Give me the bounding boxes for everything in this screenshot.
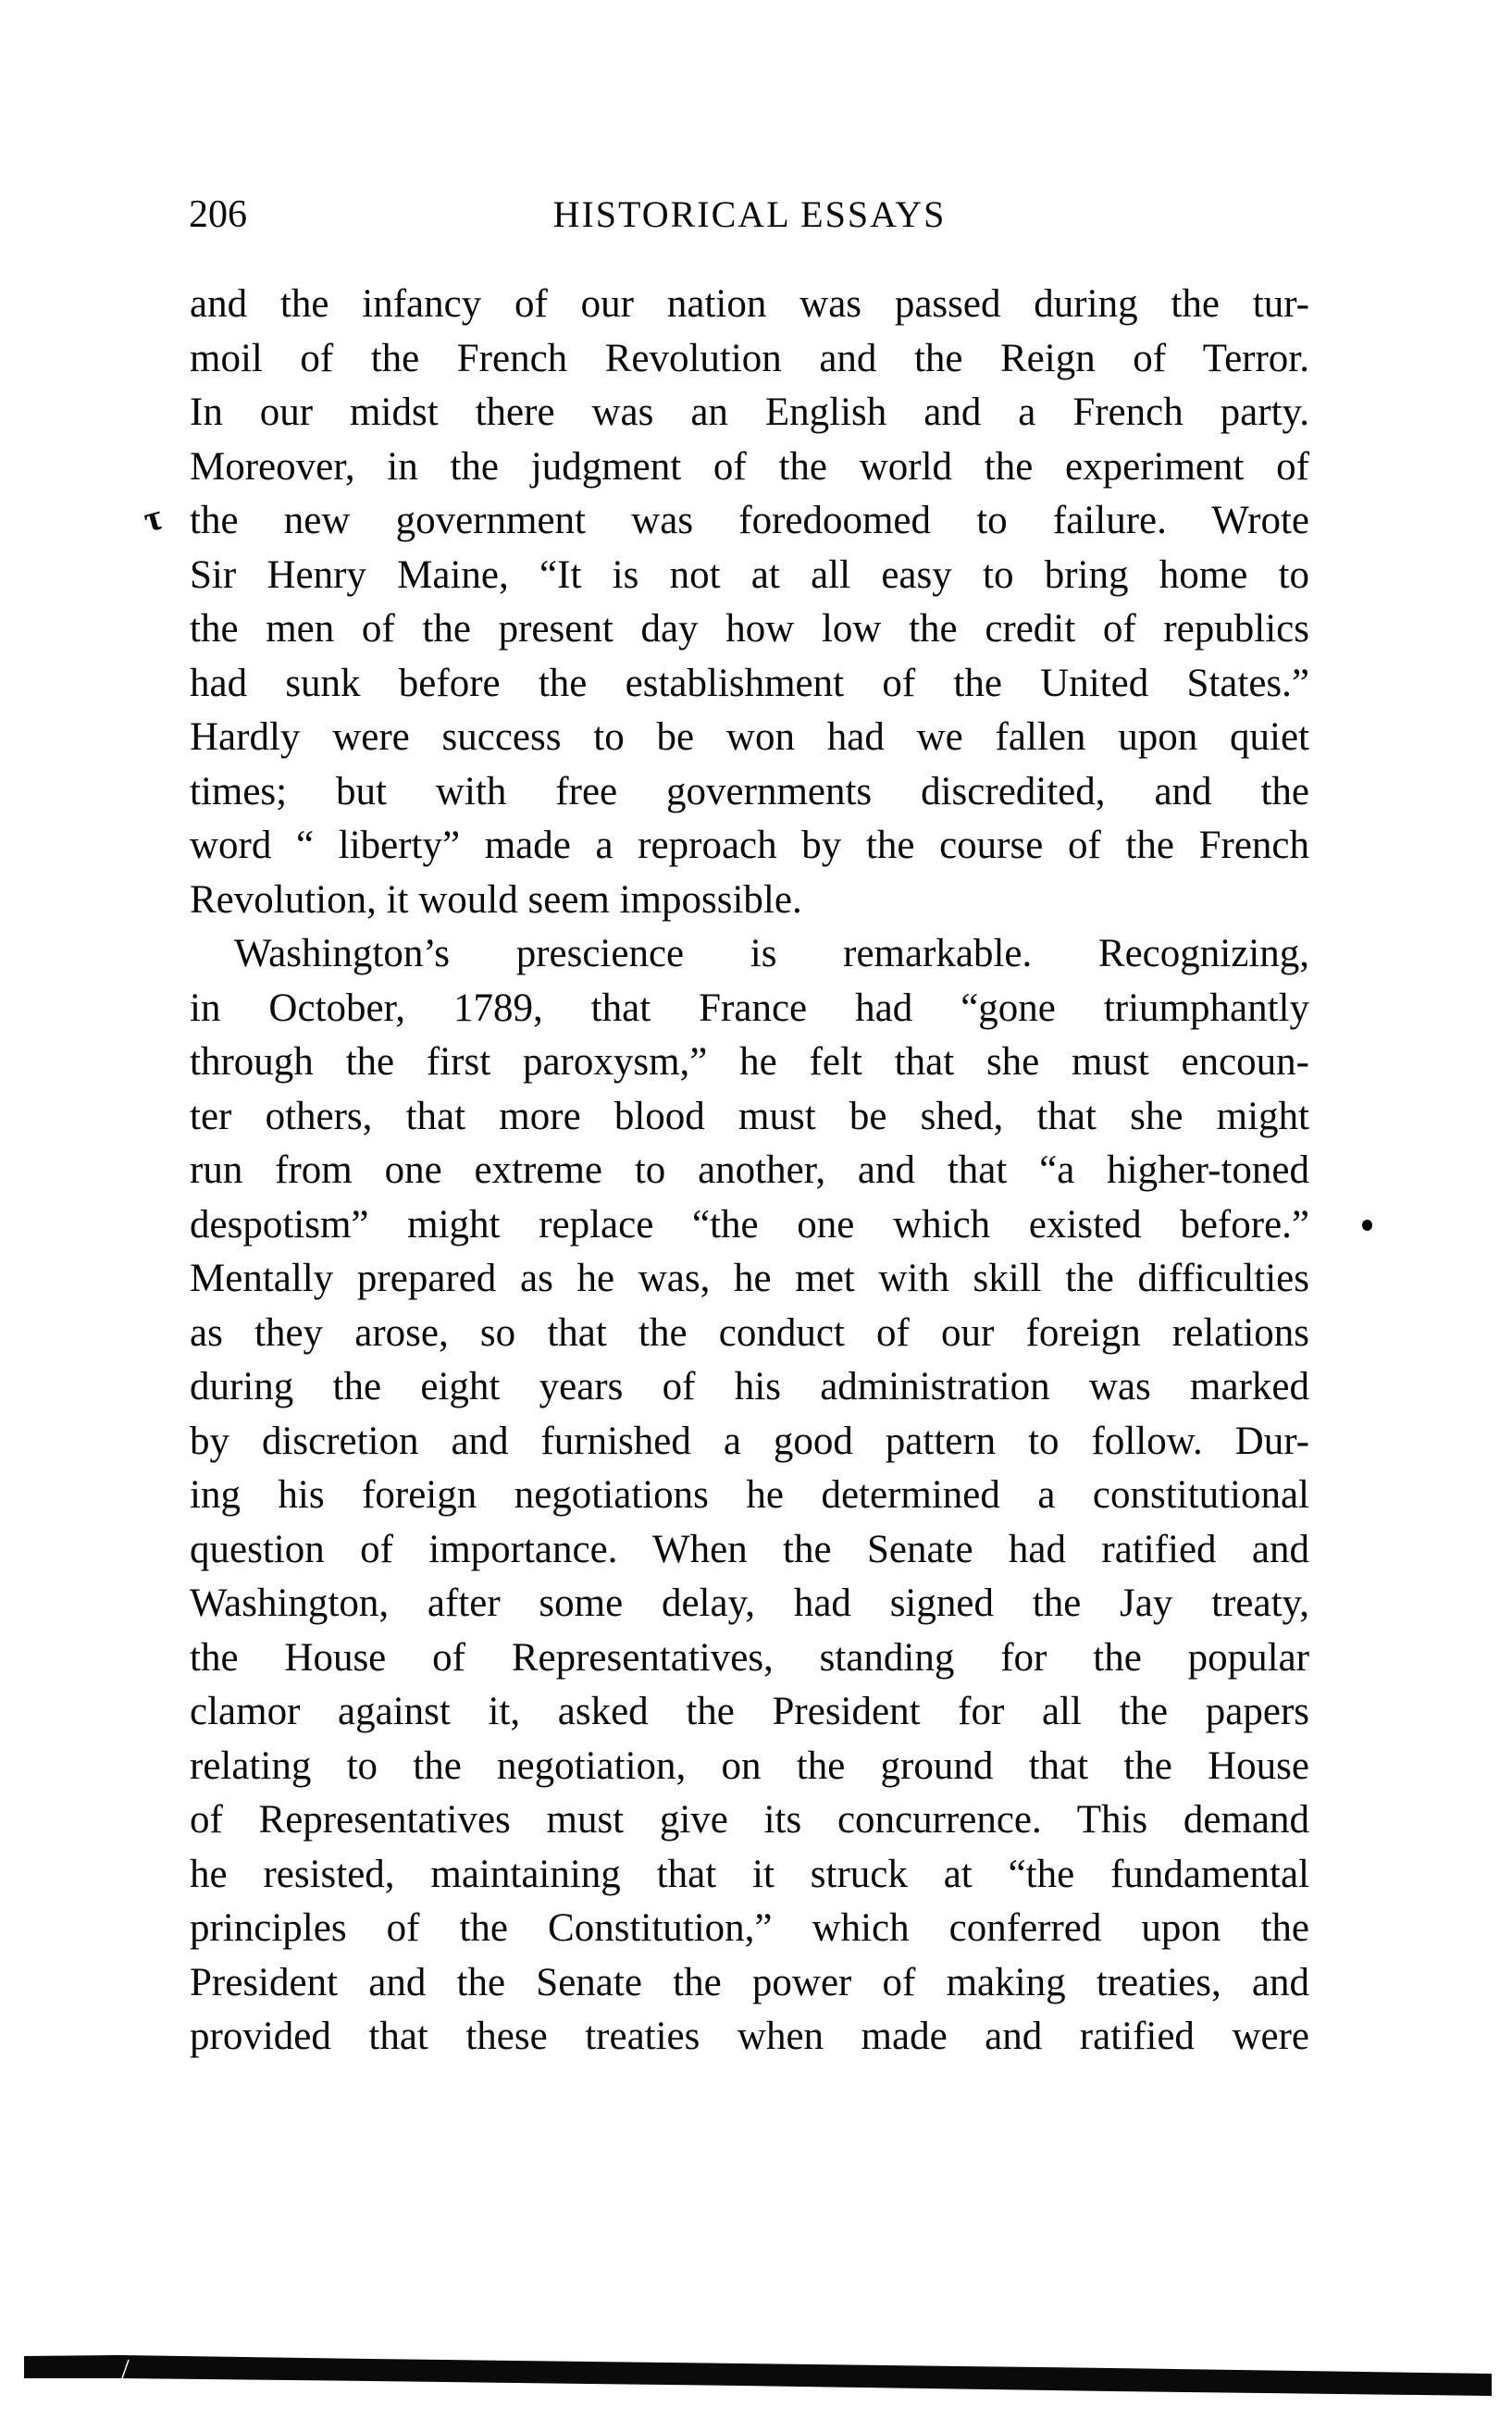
text-line: despotism” might replace “the one which existed before.” [190,1202,1309,1247]
text-line: of Representatives must give its concurrence. This demand [190,1798,1309,1842]
text-line: Mentally prepared as he was, he met with skill the difficulties [190,1257,1309,1300]
page-number: 206 [189,193,247,236]
margin-annotation-mark-icon: τ [139,495,167,540]
text-line: as they arose, so that the conduct of our foreign relations [190,1310,1309,1355]
text-line: relating to the negotiation, on the ground that the House [190,1743,1309,1788]
text-line: had sunk before the establishment of the United States.” [190,661,1309,705]
body-text [190,278,1309,2065]
text-line: the men of the present day how low the credit of republics [190,607,1309,651]
margin-dot-icon [1362,1220,1372,1231]
running-head-title: HISTORICAL ESSAYS [552,193,947,235]
text-line: word “ liberty” made a reproach by the course of the French [190,824,1309,867]
text-line: question of importance. When the Senate had ratified and [190,1527,1309,1571]
text-line: through the first paroxysm,” he felt that she must encoun- [190,1040,1309,1084]
text-line: ing his foreign negotiations he determined a constitutional [190,1473,1309,1517]
text-line: Sir Henry Maine, “It is not at all easy to bring home to [190,552,1309,597]
text-line: times; but with free governments discredited, and the [190,769,1309,813]
text-line: ter others, that more blood must be shed, that she might [190,1094,1309,1138]
text-line: provided that these treaties when made and ratified were [190,2015,1309,2058]
text-line: and the infancy of our nation was passed during the tur- [190,282,1309,326]
text-line: the House of Representatives, standing for the popular [190,1635,1309,1680]
text-line: run from one extreme to another, and that “a higher-toned [190,1148,1309,1192]
scan-edge-bar [0,2341,1512,2406]
paragraph-end-line: Revolution, it would seem impossible. [190,877,802,922]
text-line: clamor against it, asked the President for all the papers [190,1690,1309,1733]
text-line: he resisted, maintaining that it struck at “the fundamental [190,1852,1309,1896]
text-line: moil of the French Revolution and the Reign of Terror. [190,336,1309,380]
text-line: Washington, after some delay, had signed the Jay treaty, [190,1582,1309,1625]
text-line: President and the Senate the power of making treaties, and [190,1960,1309,2004]
paragraph-start-line: Washington’s prescience is remarkable. Recognizing, [234,932,1309,975]
text-line: In our midst there was an English and a French party. [190,391,1309,434]
text-line: Moreover, in the judgment of the world the experiment of [190,444,1309,489]
text-line: the new government was foredoomed to failure. Wrote [190,499,1309,542]
text-line: Hardly were success to be won had we fallen upon quiet [190,715,1309,759]
text-line: principles of the Constitution,” which conferred upon the [190,1906,1309,1950]
text-line: during the eight years of his administration was marked [190,1365,1309,1408]
text-line: in October, 1789, that France had “gone triumphantly [190,986,1309,1030]
text-line: by discretion and furnished a good pattern to follow. Dur- [190,1419,1309,1463]
